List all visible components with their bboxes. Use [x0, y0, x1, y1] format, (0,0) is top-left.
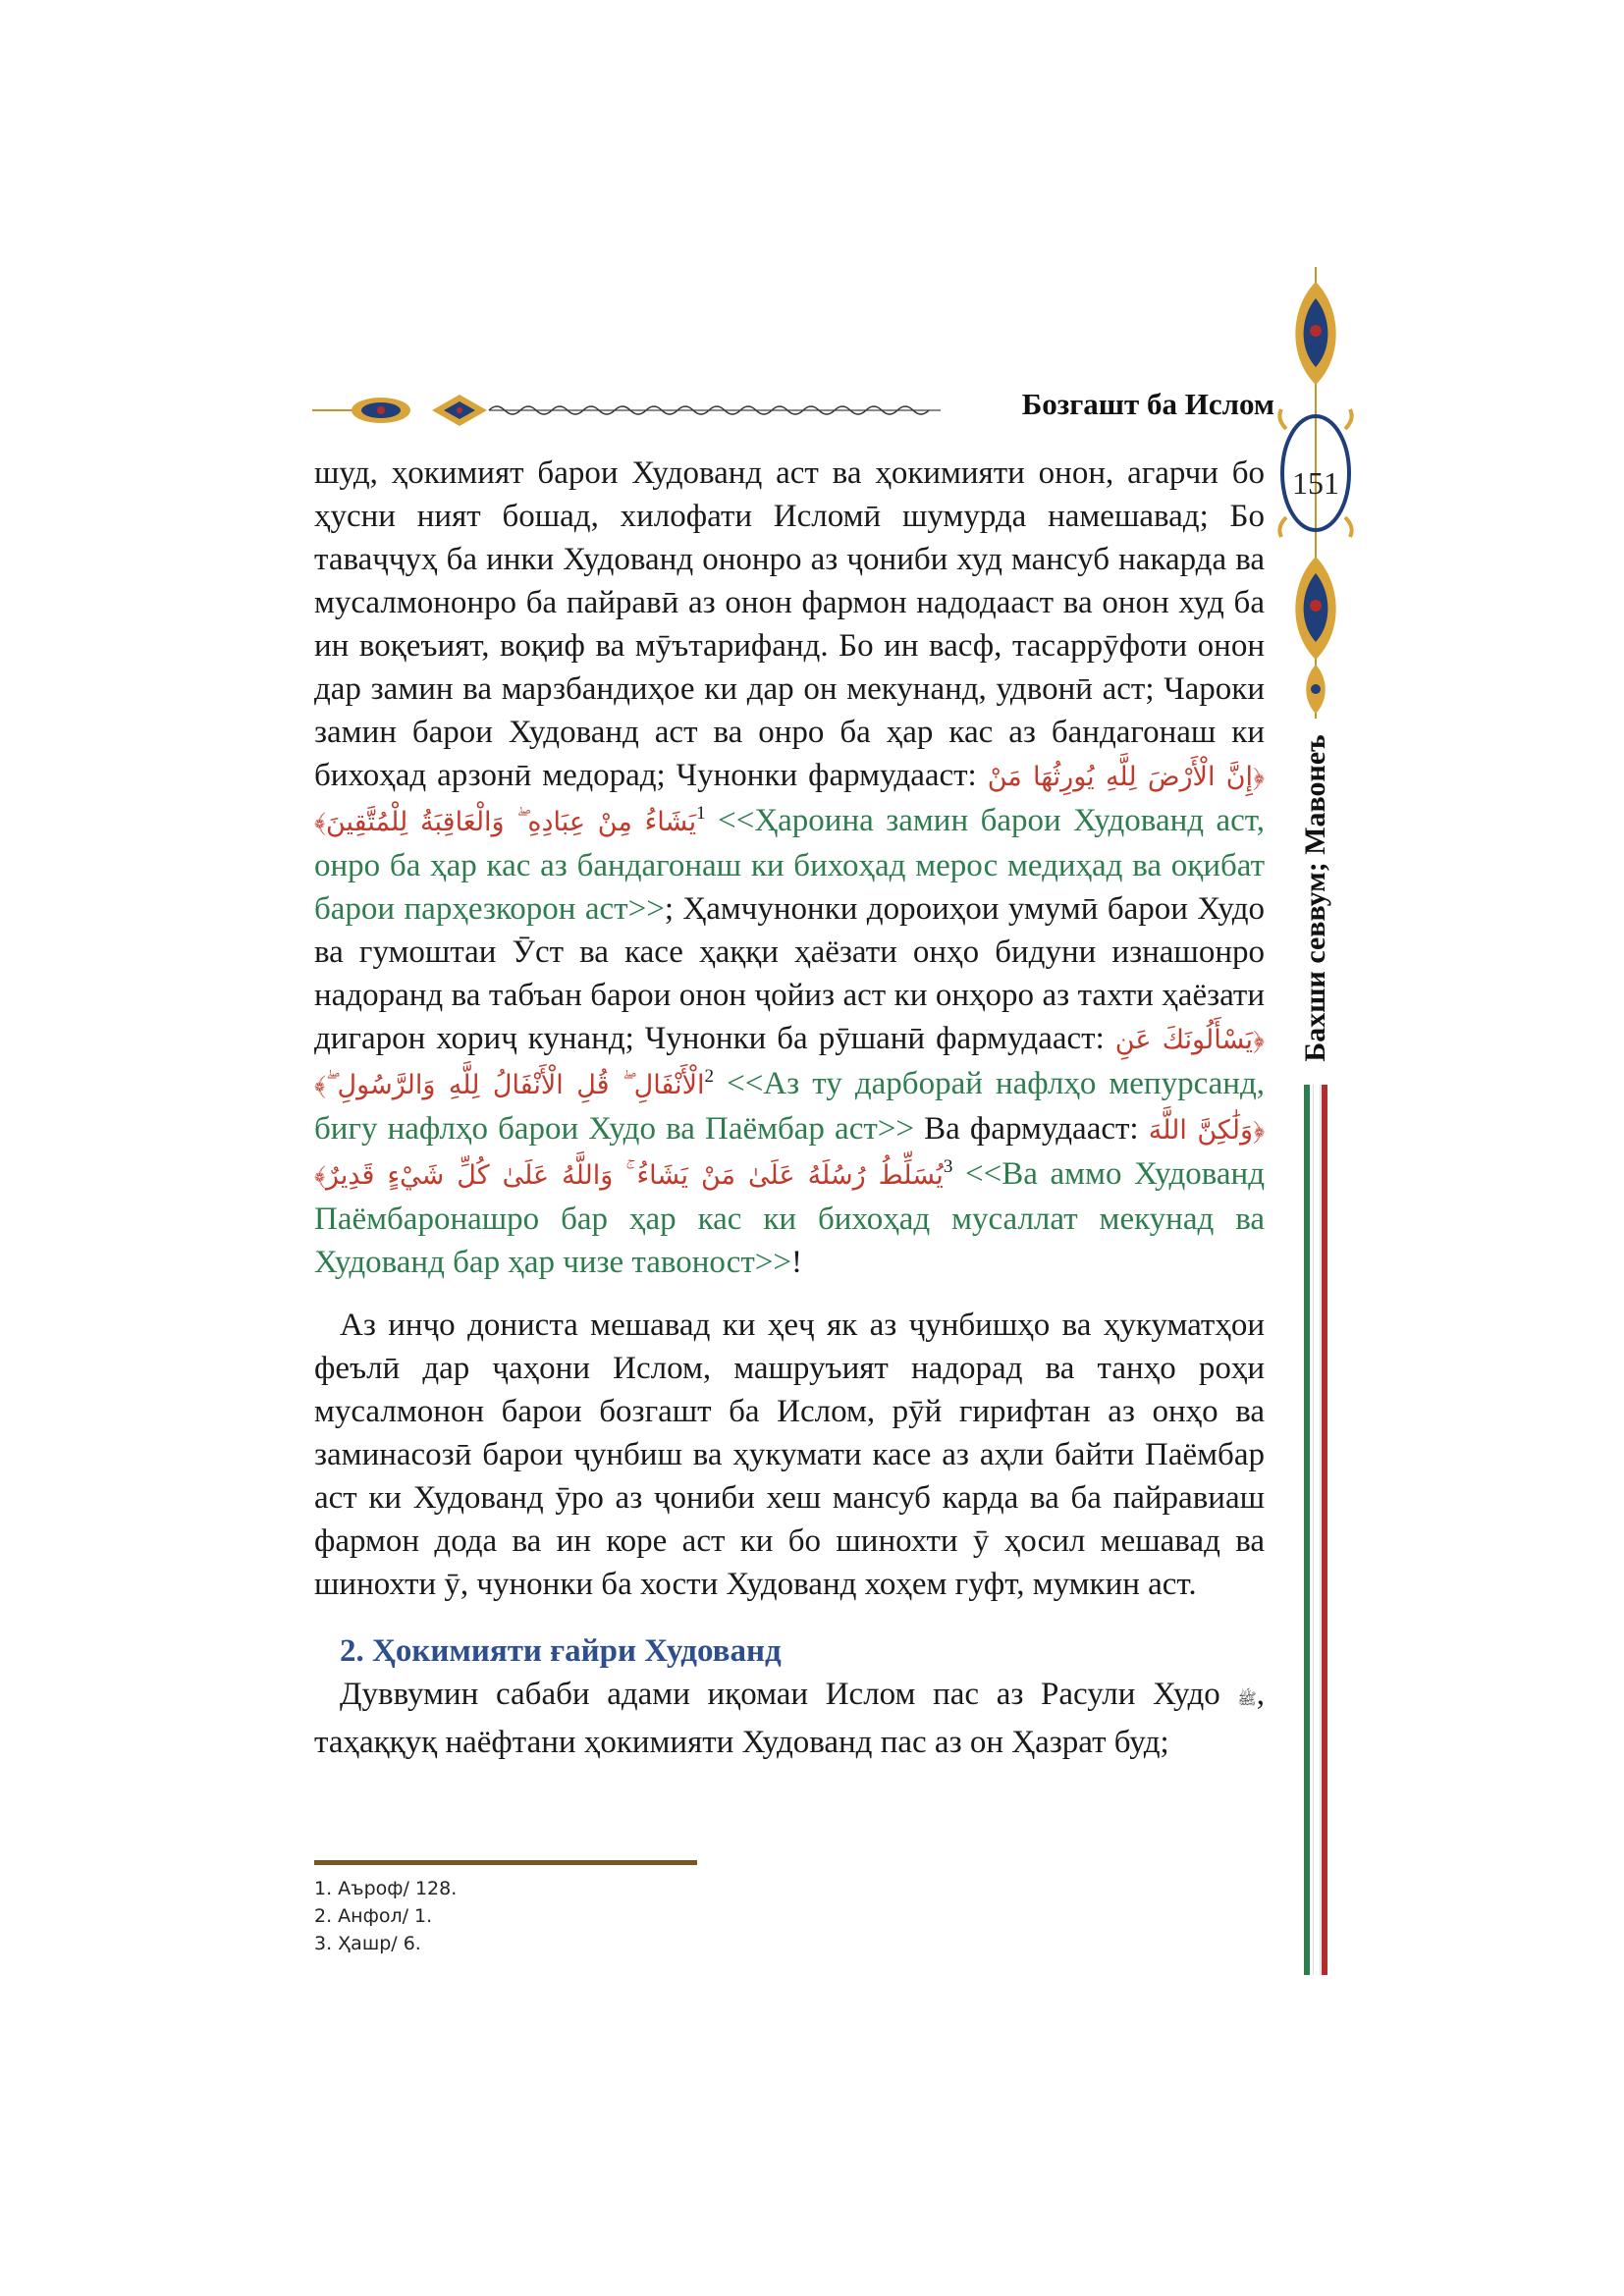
- running-header: [312, 385, 1274, 434]
- footnotes: [314, 1875, 457, 1957]
- arabic-verse-1: ﴿إِنَّ الْأَرْضَ لِلَّهِ يُورِثُهَا مَنْ يَشَاءُ مِنْ عِبَادِهِ ۖ وَالْعَاقِبَةُ لِلْمُتَّقِينَ﴾: [314, 762, 1266, 837]
- translation-1: <<Ҳароина замин барои Худованд аст, онро ба ҳар кас аз бандагонаш ки бихоҳад мерос медиҳад ва оқибат барои парҳезкорон аст>>: [314, 803, 1265, 927]
- side-stripes: [1301, 1085, 1330, 1975]
- side-section-title: Бахши севвум; Мавонеъ: [1299, 734, 1331, 1062]
- footnote-ref-2: 2: [704, 1066, 715, 1087]
- paragraph-3: Дуввумин сабаби адами иқомаи Ислом пас аз Расули Худо ﷺ, таҳаққуқ наёфтани ҳокимияти Худованд пас аз он Ҳазрат буд;: [314, 1677, 1265, 1760]
- translation-2: <<Аз ту дарборай нафлҳо мепурсанд, бигу нафлҳо барои Худо ва Паёмбар аст>>: [314, 1066, 1265, 1147]
- footnote-ref-1: 1: [696, 803, 706, 824]
- footnote-2: 2. Анфол/ 1.: [314, 1905, 433, 1927]
- footnote-ref-3: 3: [943, 1156, 953, 1177]
- footnote-divider: [314, 1860, 697, 1865]
- page-number: 151: [1292, 465, 1339, 501]
- salawat-glyph: ﷺ: [1237, 1689, 1257, 1708]
- paragraph-2: Аз инҷо дониста мешавад ки ҳеҷ як аз ҷунбишҳо ва ҳукуматҳои феълӣ дар ҷаҳони Ислом, машруъият надорад ва танҳо роҳи мусалмонон барои бозгашт ба Ислом, рӯй гирифтан аз онҳо ва заминасозӣ барои ҷунбиш ва ҳукумати касе аз аҳли байти Паёмбар аст ки Худованд ӯро аз ҷониби хеш мансуб карда ва ба пайравиаш фармон дода ва ин коре аст ки бо шинохти ӯ ҳосил мешавад ва шинохти ӯ, чунонки ба хости Худованд хоҳем гуфт, мумкин аст.: [314, 1308, 1265, 1602]
- header-ornament-icon: [312, 385, 960, 434]
- footnote-3: 3. Ҳашр/ 6.: [314, 1933, 421, 1954]
- arabic-verse-3: ﴿وَلَٰكِنَّ اللَّهَ يُسَلِّطُ رُسُلَهُ عَلَىٰ مَنْ يَشَاءُ ۚ وَاللَّهُ عَلَىٰ كُلِّ شَيْءٍ قَدِيرٌ﴾: [314, 1115, 1266, 1191]
- footnote-1: 1. Аъроф/ 128.: [314, 1878, 458, 1899]
- main-text: [314, 452, 1265, 1764]
- header-title: Бозгашт ба Ислом: [1021, 387, 1274, 421]
- arabic-verse-2: ﴿يَسْأَلُونَكَ عَنِ الْأَنْفَالِ ۖ قُلِ الْأَنْفَالُ لِلَّهِ وَالرَّسُولِ ۖ﴾: [314, 1025, 1266, 1100]
- paragraph-1: шуд, ҳокимият барои Худованд аст ва ҳокимияти онон, агарчи бо ҳусни ният бошад, хилофати Исломӣ шумурда намешавад; Бо таваҷҷуҳ ба инки Худованд ононро аз ҷониби худ мансуб накарда ва мусалмононро ба пайравӣ аз онон фармон надодааст ва онон худ ба ин воқеъият, воқиф ва мӯътарифанд. Бо ин васф, тасаррӯфоти онон дар замин ва марзбандиҳое ки дар он мекунанд, удвонӣ аст; Чароки замин барои Худованд аст ва онро ба ҳар кас аз бандагонаш ки бихоҳад арзонӣ медорад; Чунонки фармудааст: ﴿إِنَّ الْأَرْضَ لِلَّهِ يُورِثُهَا مَنْ يَشَاءُ مِنْ عِبَادِهِ ۖ وَالْعَاقِبَةُ لِلْمُتَّقِينَ﴾$^1$ <<Ҳароина замин барои Худованд аст, онро ба ҳар кас аз бандагонаш ки бихоҳад мерос медиҳад ва оқибат барои парҳезкорон аст>>; Ҳамчунонки дороиҳои умумӣ барои Худо ва гумоштаи Ӯст ва касе ҳаққи ҳаёзати онҳо бидуни изнашонро надоранд ва табъан барои онон ҷойиз аст ки онҳоро аз тахти ҳаёзати дигарон хориҷ кунанд; Чунонки ба рӯшанӣ фармудааст: ﴿يَسْأَلُونَكَ عَنِ الْأَنْفَالِ ۖ قُلِ الْأَنْفَالُ لِلَّهِ وَالرَّسُولِ ۖ﴾$^2$ <<Аз ту дарборай нафлҳо мепурсанд, бигу нафлҳо барои Худо ва Паёмбар аст>> Ва фармудааст: ﴿وَلَٰكِنَّ اللَّهَ يُسَلِّطُ رُسُلَهُ عَلَىٰ مَنْ يَشَاءُ ۚ وَاللَّهُ عَلَىٰ كُلِّ شَيْءٍ قَدِيرٌ﴾$^3$ <<Ва аммо Худованд Паёмбаронашро бар ҳар кас ки бихоҳад мусаллат мекунад ва Худованд бар ҳар чизе тавоност>>!: [314, 455, 1266, 1280]
- translation-3: <<Ва аммо Худованд Паёмбаронашро бар ҳар кас ки бихоҳад мусаллат мекунад ва Худованд бар ҳар чизе тавоност>>: [314, 1156, 1265, 1280]
- section-heading: 2. Ҳокимияти ғайри Худованд: [340, 1633, 782, 1669]
